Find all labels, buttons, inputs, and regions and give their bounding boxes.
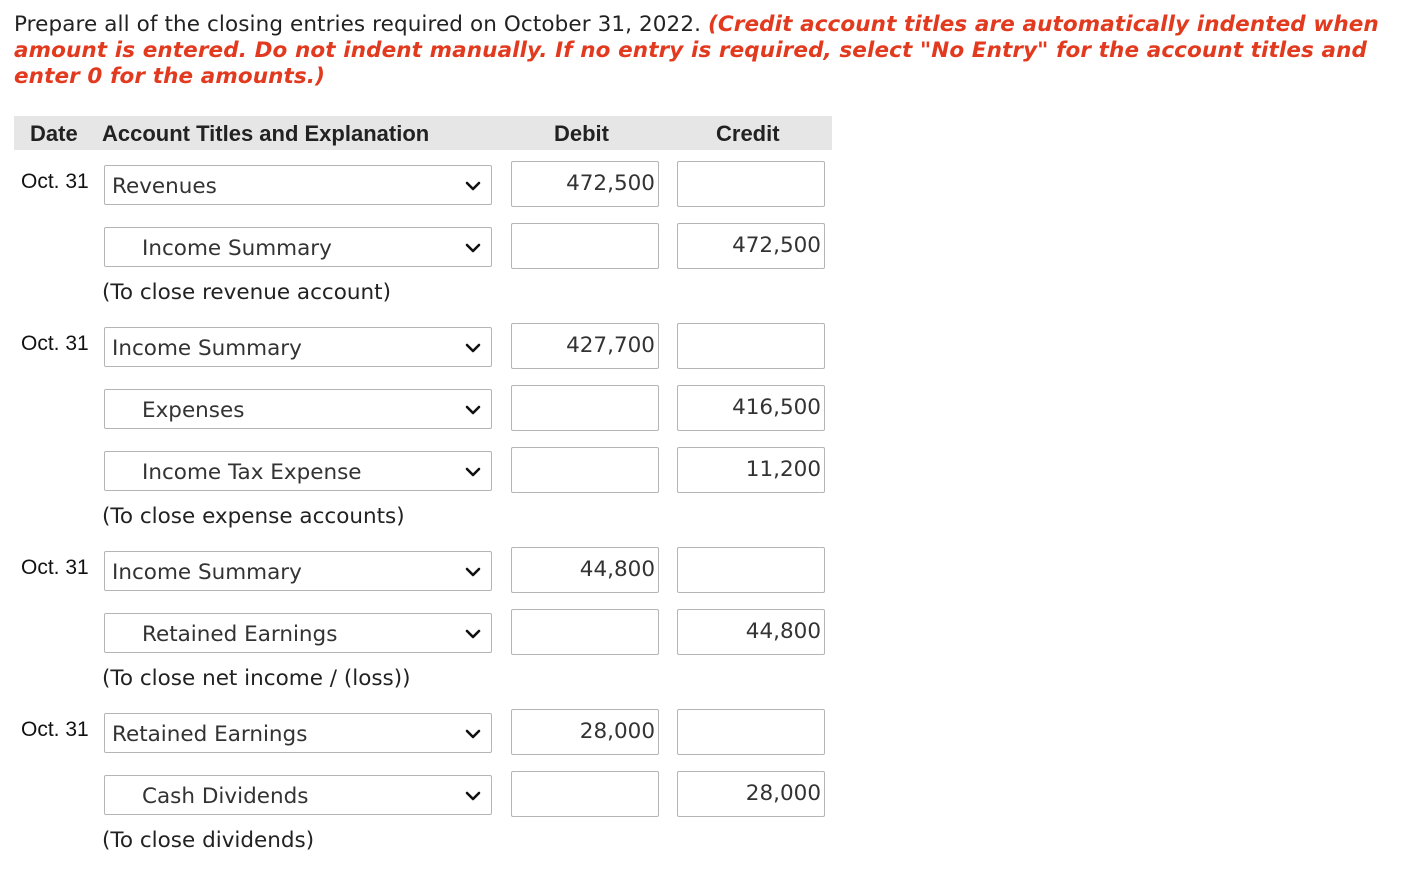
credit-amount-input[interactable]: 11,200: [677, 447, 825, 493]
entry-date: Oct. 31: [21, 170, 89, 193]
account-select[interactable]: [104, 775, 492, 815]
account-select[interactable]: [104, 389, 492, 429]
entry-date: Oct. 31: [21, 332, 89, 355]
journal-table-header: [14, 116, 832, 150]
chevron-down-icon: [463, 562, 483, 582]
chevron-down-icon: [463, 238, 483, 258]
chevron-down-icon: [463, 176, 483, 196]
credit-amount-input[interactable]: 44,800: [677, 609, 825, 655]
instructions-note: (Credit account titles are automatically indented when amount is entered. Do not indent manually. If no entry is required, select "No Entry" for the account titles and enter 0 for the amounts.): [14, 12, 1379, 89]
entry-explanation: (To close net income / (loss)): [102, 666, 411, 691]
chevron-down-icon: [463, 786, 483, 806]
debit-amount-input[interactable]: 472,500: [511, 161, 659, 207]
instructions: [14, 12, 1394, 90]
instructions-text: Prepare all of the closing entries required on October 31, 2022.: [14, 12, 702, 37]
header-credit: Credit: [716, 121, 780, 146]
chevron-down-icon: [463, 624, 483, 644]
chevron-down-icon: [463, 724, 483, 744]
header-account-titles: Account Titles and Explanation: [102, 121, 430, 146]
entry-date: Oct. 31: [21, 556, 89, 579]
debit-amount-input[interactable]: [511, 609, 659, 655]
debit-amount-input[interactable]: [511, 385, 659, 431]
credit-amount-input[interactable]: [677, 709, 825, 755]
account-select-value: Income Summary: [112, 560, 302, 585]
credit-amount-input[interactable]: [677, 161, 825, 207]
debit-amount-input[interactable]: 28,000: [511, 709, 659, 755]
header-date: Date: [30, 121, 78, 146]
account-select-value: Cash Dividends: [142, 784, 309, 809]
credit-amount-input[interactable]: 472,500: [677, 223, 825, 269]
chevron-down-icon: [463, 400, 483, 420]
account-select[interactable]: [104, 451, 492, 491]
credit-amount-input[interactable]: [677, 547, 825, 593]
account-select-value: Income Tax Expense: [142, 460, 362, 485]
entry-date: Oct. 31: [21, 718, 89, 741]
chevron-down-icon: [463, 338, 483, 358]
account-select[interactable]: [104, 713, 492, 753]
debit-amount-input[interactable]: 44,800: [511, 547, 659, 593]
credit-amount-input[interactable]: 28,000: [677, 771, 825, 817]
header-debit: Debit: [554, 121, 609, 146]
entry-explanation: (To close expense accounts): [102, 504, 405, 529]
account-select-value: Retained Earnings: [142, 622, 338, 647]
account-select[interactable]: [104, 613, 492, 653]
account-select-value: Income Summary: [142, 236, 332, 261]
debit-amount-input[interactable]: [511, 771, 659, 817]
debit-amount-input[interactable]: [511, 447, 659, 493]
credit-amount-input[interactable]: 416,500: [677, 385, 825, 431]
chevron-down-icon: [463, 462, 483, 482]
account-select-value: Expenses: [142, 398, 245, 423]
entry-explanation: (To close revenue account): [102, 280, 391, 305]
debit-amount-input[interactable]: 427,700: [511, 323, 659, 369]
account-select-value: Income Summary: [112, 336, 302, 361]
account-select-value: Retained Earnings: [112, 722, 308, 747]
entry-explanation: (To close dividends): [102, 828, 315, 853]
account-select-value: Revenues: [112, 174, 217, 199]
account-select[interactable]: [104, 227, 492, 267]
account-select[interactable]: [104, 165, 492, 205]
credit-amount-input[interactable]: [677, 323, 825, 369]
debit-amount-input[interactable]: [511, 223, 659, 269]
account-select[interactable]: [104, 551, 492, 591]
account-select[interactable]: [104, 327, 492, 367]
